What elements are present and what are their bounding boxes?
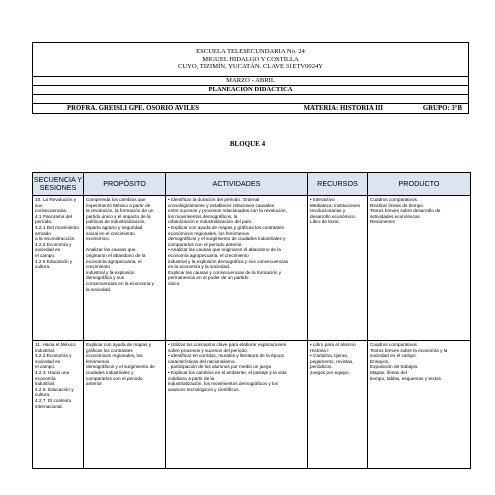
table-row	[33, 341, 471, 469]
bloque-title: BLOQUE 4	[229, 140, 266, 148]
column-header-recursos: RECURSOS	[308, 173, 368, 196]
cell-proposito: Comprenda los cambios que experimentó México a partir de la revolución, la formación de un partido único y el impacto de la políticas de industrialización, reparto agrario y seguridad social en el crecimiento económico. Analizar las causas que originaron el abandono de la economía agropecuaria, el crecimiento industrial y la explosión demográfica y sus consecuencias en la economía y la sociedad.	[84, 196, 166, 341]
cell-secuencia: 11. Hacia el México industrial. 4.2.2 Economía y sociedad en el campo. 4.2.3. Hacia una economía industrial. 4.2.6. Educación y cultura. 4.2.7. El contexto internacional.	[33, 341, 84, 469]
cell-secuencia: 10. La Revolución y sus consecuencias. 4.1 Panorama del período. 4.2.1 Del movimiento armado a la reconstrucción. 4.2.2 Economía y sociedad en el campo. 4.2.6 Educación y cultura.	[33, 196, 84, 341]
header-table	[32, 42, 469, 114]
blank-row	[33, 95, 469, 104]
teacher-name: PROFRA. GREISLI GPE. OSORIO AVILES	[33, 104, 264, 114]
cell-actividades: • Utilizar los conceptos clave para elaborar explicaciones sobre procesos y sucesos del periodo. • Identificar en corridos, murales y literatura de la época características del nacionalismo. . participación de los alumnos por medio un juego • Explicar los cambios en el ambiente, el paisaje y la vida cotidiana a partir de la industrialización, los movimientos demográficos y los avances tecnológicos y científicos.	[166, 341, 308, 469]
table-row	[33, 196, 471, 341]
subject-label: MATERIA: HISTORIA III	[264, 104, 403, 114]
school-name: ESCUELA TELESECUNDARIA No. 24	[196, 48, 305, 56]
cell-producto: Cuadros comparativos. Realizar líneas de tiempo. Textos breves sobre desarrollo de actividades económicas Resúmenes	[368, 196, 471, 341]
cell-recursos: • Interactivo Mediateca: instituciones revolucionarias y desarrollo económico. Libro de texto.	[308, 196, 368, 341]
period-label: MARZO - ABRIL	[33, 77, 469, 86]
school-patron: MIGUEL HIDALGO Y COSTILLA	[202, 55, 299, 63]
column-header-actividades: ACTIVIDADES	[166, 173, 308, 196]
table-header-row	[33, 173, 471, 196]
school-location: CUYO, TIZIMÍN, YUCATÁN. CLAVE 31ETV0024Y	[177, 63, 324, 71]
cell-producto: Cuadros comparativos. Textos breves sobre la economía y la sociedad en el campo. Ensayos. Exposición de trabajos. Mapas, líneas del tiempo, tablas, esquemas y textos.	[368, 341, 471, 469]
cell-recursos: • Libro para el alumno Historia I • Cartulina, tijeras, pegamento, revistas, periódicos. Juegos por equipo.	[308, 341, 368, 469]
school-info	[33, 43, 469, 77]
group-label: GRUPO: 3°B	[403, 104, 468, 114]
plan-title: PLANEACIÓN DIDÁCTICA	[33, 86, 469, 95]
column-header-producto: PRODUCTO	[368, 173, 471, 196]
column-header-secuencia: SECUENCIA Y SESIONES	[33, 173, 84, 196]
column-header-proposito: PROPÓSITO	[84, 173, 166, 196]
planning-table	[32, 172, 471, 469]
cell-proposito: Explicar con ayuda de mapas y gráficas los contrastes económicos regionales, los fenómenos demográficos y el surgimiento de ciudades industriales y compararlos con el periodo anterior.	[84, 341, 166, 469]
cell-actividades: • Identificar la duración del periodo. Ordenar cronológicamente y establecer relaciones causales entre sucesos y procesos relacionados con la revolución, los movimientos demográficos, la urbanización e industrialización del país. • Explicar con ayuda de mapas y gráficas los contrastes económicos regionales, los fenómenos demográficos y el surgimiento de ciudades industriales y compararlos con el periodo anterior. • Analizar las causas que originaron el abandono de la economía agropecuaria, el crecimiento industrial y la explosión demográfica y sus consecuencias en la economía y la sociedad. Explicar las causas y consecuencias de la formación y permanencia en el poder de un partido único.	[166, 196, 308, 341]
